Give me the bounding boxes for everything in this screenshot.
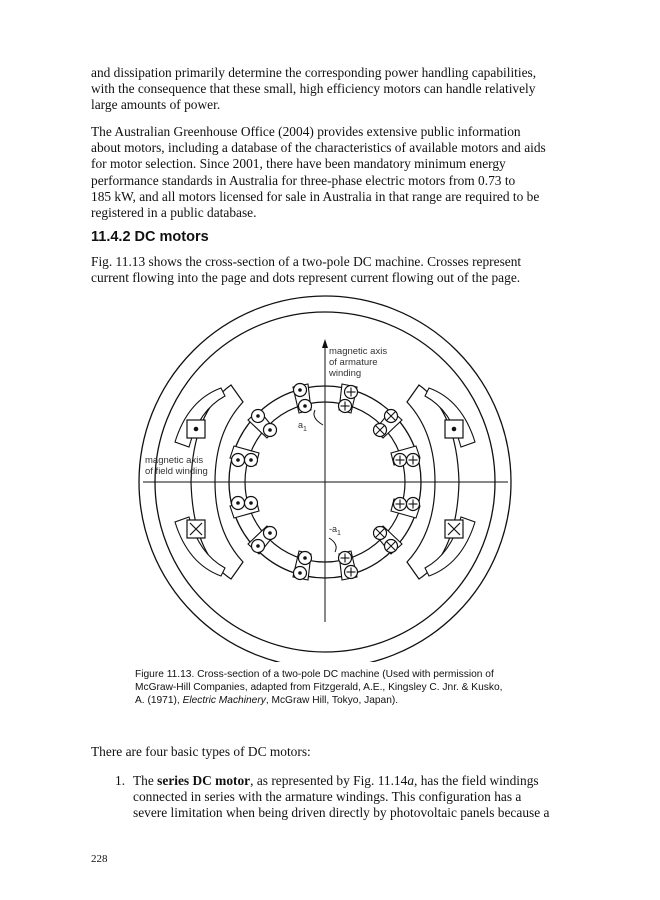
conductor-cross-icon <box>385 540 398 553</box>
dc-machine-cross-section-figure <box>133 292 518 662</box>
figure-caption <box>135 668 535 707</box>
conductor-dot-icon <box>264 527 277 540</box>
caption-line: Figure 11.13. Cross-section of a two-pole DC machine (Used with permission of <box>135 669 494 680</box>
conductor-dot-icon <box>299 552 312 565</box>
caption-book-title: Electric Machinery <box>182 695 266 706</box>
conductor-cross-icon <box>374 424 387 437</box>
conductor-dot-icon <box>232 454 245 467</box>
conductor-dot-icon <box>264 424 277 437</box>
text-line: performance standards in Australia for three-phase electric motors from 0.73 to <box>91 172 516 188</box>
text-line: for motor selection. Since 2001, there have been mandatory minimum energy <box>91 156 506 172</box>
caption-publisher: , McGraw Hill, Tokyo, Japan). <box>265 695 399 706</box>
conductor-dot-icon <box>252 540 265 553</box>
caption-citation: A. (1971), <box>135 695 183 706</box>
conductor-cross-icon <box>407 454 420 467</box>
conductor-cross-icon <box>394 454 407 467</box>
field-current-dot-icon <box>452 427 457 432</box>
armature-axis-arrow-icon <box>322 339 328 348</box>
text-line: and dissipation primarily determine the corresponding power handling capabilities, <box>91 65 537 80</box>
conductor-cross-icon <box>345 386 358 399</box>
conductor-cross-icon <box>339 400 352 413</box>
conductor-cross-icon <box>394 498 407 511</box>
conductor-dot-icon <box>294 384 307 397</box>
dc-machine-diagram <box>133 292 518 662</box>
text-line: about motors, including a database of the characteristics of available motors and aids <box>91 140 546 156</box>
section-heading: 11.4.2 DC motors <box>91 229 209 245</box>
conductor-dot-icon <box>294 567 307 580</box>
list-item-text <box>133 773 563 822</box>
conductor-dot-icon <box>232 497 245 510</box>
conductor-cross-icon <box>407 498 420 511</box>
text-line: registered in a public database. <box>91 205 257 221</box>
caption-line: McGraw-Hill Companies, adapted from Fitzgerald, A.E., Kingsley C. Jnr. & Kusko, <box>135 682 503 693</box>
conductor-cross-icon <box>345 566 358 579</box>
conductor-dot-icon <box>252 410 265 423</box>
field-axis-label: magnetic axis <box>145 455 204 466</box>
paragraph-dc-types-intro: There are four basic types of DC motors: <box>91 744 311 759</box>
text-run: , has the field windings <box>414 773 539 788</box>
page-number: 228 <box>91 853 108 865</box>
text-line: large amounts of power. <box>91 97 221 113</box>
series-dc-motor-term: series DC motor <box>157 773 251 788</box>
text-line: The Australian Greenhouse Office (2004) provides extensive public information <box>91 124 521 139</box>
a1-label: $a_1$ <box>298 420 307 433</box>
text-line: current flowing into the page and dots represent current flowing out of the page. <box>91 270 521 286</box>
field-axis-label: of field winding <box>145 466 208 477</box>
text-line: with the consequence that these small, high efficiency motors can handle relatively <box>91 81 536 97</box>
paragraph-fig-intro <box>91 254 561 286</box>
text-run: , as represented by Fig. 11.14 <box>250 773 408 788</box>
field-current-dot-icon <box>194 427 199 432</box>
text-line: 185 kW, and all motors licensed for sale in Australia in that range are required to be <box>91 188 540 204</box>
conductor-cross-icon <box>374 527 387 540</box>
paragraph-power-handling <box>91 65 561 114</box>
list-number: 1. <box>115 773 126 788</box>
caption-line <box>135 694 535 707</box>
text-line: Fig. 11.13 shows the cross-section of a two-pole DC machine. Crosses represent <box>91 254 522 269</box>
text-run: The <box>133 773 158 788</box>
text-line: severe limitation when being driven directly by photovoltaic panels because a <box>133 805 550 821</box>
paragraph-greenhouse-office <box>91 124 561 221</box>
conductor-dot-icon <box>299 400 312 413</box>
text-line: connected in series with the armature windings. This configuration has a <box>133 789 522 805</box>
armature-axis-label: of armature <box>329 357 378 368</box>
conductor-dot-icon <box>245 497 258 510</box>
conductor-cross-icon <box>385 410 398 423</box>
conductor-cross-icon <box>339 552 352 565</box>
text-line <box>133 773 563 789</box>
armature-axis-label: winding <box>329 368 362 379</box>
armature-axis-label: magnetic axis <box>329 346 388 357</box>
conductor-dot-icon <box>245 454 258 467</box>
neg-a1-label: $-a_1$ <box>329 524 341 537</box>
figure-ref-italic: a <box>407 773 415 788</box>
